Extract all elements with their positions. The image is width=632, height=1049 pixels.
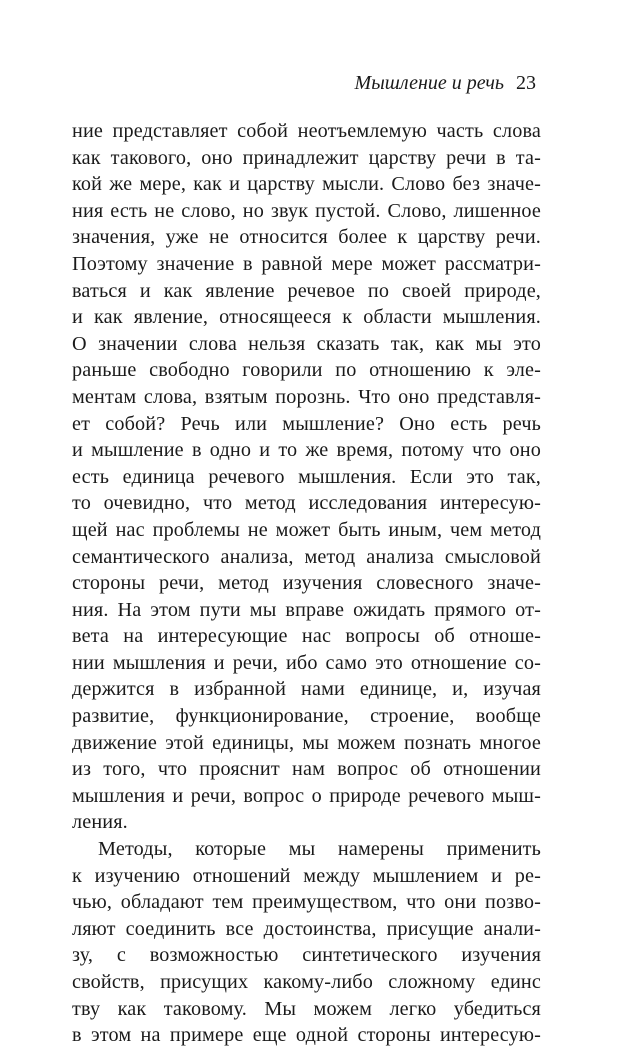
text-line: ния. На этом пути мы вправе ожидать прямого от- [72,598,541,621]
text-line: мышления и речи, вопрос о природе речевого мыш- [72,784,541,807]
text-line: кой же мере, как и царству мысли. Слово без значе- [72,173,541,196]
text-line: движение этой единицы, мы можем познать многое [72,731,541,754]
text-line: к изучению отношений между мышлением и ре- [72,864,541,887]
text-line: есть единица речевого мышления. Если это так, [72,465,541,488]
text-line: семантического анализа, метод анализа смысловой [72,545,541,568]
text-line: ваться и как явление речевое по своей природе, [72,279,541,302]
text-line: ет собой? Речь или мышление? Оно есть речь [72,412,541,435]
text-line: тву как таковому. Мы можем легко убедиться [72,997,541,1020]
text-line: О значении слова нельзя сказать так, как мы это [72,332,541,355]
text-line: ние представляет собой неотъемлемую часть слова [72,120,541,142]
running-head [355,70,536,96]
running-head-title: Мышление и речь [354,72,504,94]
text-line: значения, уже не относится более к царству речи. [72,226,541,249]
text-line: как такового, оно принадлежит царству речи в та- [72,146,541,169]
text-line: чью, обладают тем преимуществом, что они позво- [72,891,541,914]
text-line: свойств, присущих какому-либо сложному единс [72,971,541,993]
body-text [72,118,541,1049]
text-line: Поэтому значение в равной мере может рассматри- [72,252,541,275]
paragraph-start-line: Методы, которые мы намерены применить [98,838,541,861]
text-line: ментам слова, взятым порознь. Что оно представля- [72,385,541,408]
text-line: нии мышления и речи, ибо само это отношение со- [72,651,541,674]
page-number: 23 [516,72,536,94]
paragraph-end-line: ления. [72,811,128,834]
text-line: стороны речи, метод изучения словесного значе- [72,572,541,595]
text-line: зу, с возможностью синтетического изучения [72,944,541,967]
text-line: вета на интересующие нас вопросы об отноше- [72,625,541,648]
text-line: из того, что прояснит нам вопрос об отношении [72,758,541,781]
text-line: и как явление, относящееся к области мышления. [72,306,541,329]
text-line: развитие, функционирование, строение, вообще [72,705,541,728]
text-line: то очевидно, что метод исследования интересую- [72,492,541,515]
text-line: раньше свободно говорили по отношению к эле- [72,359,541,382]
text-line: и мышление в одно и то же время, потому что оно [72,439,541,462]
text-line: щей нас проблемы не может быть иным, чем метод [72,518,541,541]
text-line: держится в избранной нами единице, и, изучая [72,678,541,701]
text-line: ния есть не слово, но звук пустой. Слово, лишенное [72,199,541,222]
text-line: в этом на примере еще одной стороны интересую- [72,1024,541,1047]
text-line: ляют соединить все достоинства, присущие анали- [72,917,541,940]
